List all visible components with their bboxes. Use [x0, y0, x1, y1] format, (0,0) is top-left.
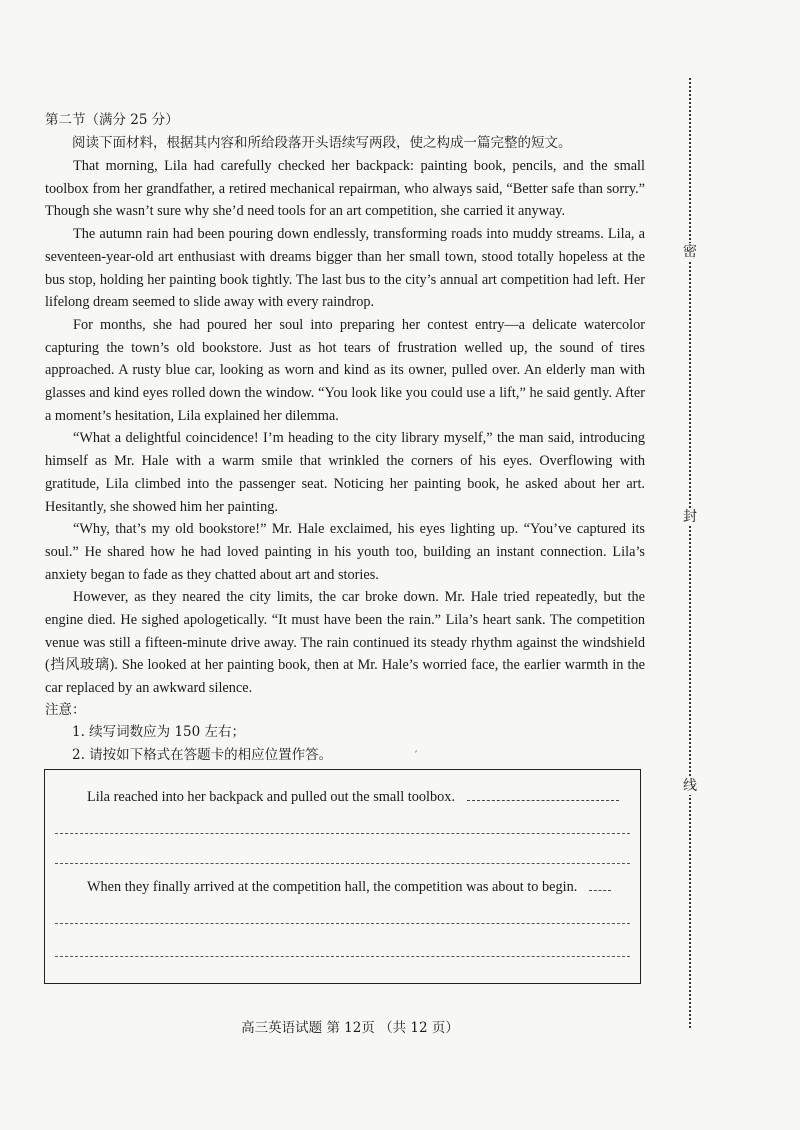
story-paragraph: The autumn rain had been pouring down endlessly, transforming roads into muddy streams. Lila, a seventeen-year-old art enthusiast with dreams bigger than her small town, stood totally hopeless at the bus stop, holding her painting book tightly. The last bus to the city’s annual art competition had left. Her lifelong dream seemed to slide away with every raindrop.: [45, 226, 645, 311]
story-paragraph: “What a delightful coincidence! I’m heading to the city library myself,” the man said, introducing himself as Mr. Hale with a warm smile that wrinkled the corners of his eyes. Overflowing with gratitude, Lila climbed into the passenger seat. Noticing her painting book, he asked about her art. Hesitantly, she showed him her painting.: [45, 430, 645, 515]
notes-label: 注意：: [45, 701, 86, 718]
writing-line[interactable]: [55, 863, 630, 864]
answer-blank-1[interactable]: [467, 790, 619, 801]
answer-box[interactable]: [44, 769, 641, 984]
section-title: 第二节（满分 25 分）: [45, 112, 179, 128]
story-paragraph: That morning, Lila had carefully checked her backpack: painting book, pencils, and the small toolbox from her grandfather, a retired mechanical repairman, who always said, “Better safe than sorry.” Though she wasn’t sure why she’d need tools for an art competition, she carried it anyway.: [45, 158, 645, 220]
section-instruction: 阅读下面材料，根据其内容和所给段落开头语续写两段，使之构成一篇完整的短文。: [72, 135, 572, 151]
seal-char-feng: 封: [683, 509, 697, 525]
answer-blank-2[interactable]: [589, 880, 611, 891]
stray-mark: ˊ: [413, 751, 418, 762]
story-paragraph: However, as they neared the city limits, the car broke down. Mr. Hale tried repeatedly, but the engine died. He sighed apologetically. “It must have been the rain.” Lila’s heart sank. The competition venue was still a fifteen-minute drive away. The rain continued its steady rhythm against the windshield (挡风玻璃). She looked at her painting book, then at Mr. Hale’s worried face, the earlier warmth in the car replaced by an awkward silence.: [45, 589, 645, 697]
prompt-1-text: Lila reached into her backpack and pulled out the small toolbox.: [87, 789, 456, 805]
story-text: [45, 155, 645, 700]
seal-char-mi: 密: [683, 244, 697, 260]
continuation-prompt-2: [87, 879, 611, 896]
story-paragraph: “Why, that’s my old bookstore!” Mr. Hale exclaimed, his eyes lighting up. “You’ve captured its soul.” He shared how he had loved painting in his youth too, building an instant connection. Lila’s anxiety began to fade as they chatted about art and stories.: [45, 521, 645, 583]
binding-dotted-line: [689, 78, 691, 1028]
writing-line[interactable]: [55, 833, 630, 834]
story-paragraph: For months, she had poured her soul into preparing her contest entry—a delicate watercolor capturing the town’s old bookstore. Just as hot tears of frustration welled up, the sound of tires approached. A rusty blue car, looking as worn and kind as its owner, pulled over. An elderly man with glasses and kind eyes rolled down the window. “You look like you could use a lift,” he said gently. After a moment’s hesitation, Lila explained her dilemma.: [45, 316, 645, 424]
prompt-2-text: When they finally arrived at the competition hall, the competition was about to begin.: [87, 879, 578, 895]
question-content: [45, 109, 645, 767]
seal-char-xian: 线: [683, 778, 697, 794]
continuation-prompt-1: [87, 789, 619, 806]
writing-line[interactable]: [55, 923, 630, 924]
note-item-2: 2. 请按如下格式在答题卡的相应位置作答。: [72, 746, 333, 763]
note-item-1: 1. 续写词数应为 150 左右；: [72, 723, 246, 740]
writing-line[interactable]: [55, 956, 630, 957]
page-footer: 高三英语试题 第 12页 （共 12 页）: [241, 1020, 459, 1036]
